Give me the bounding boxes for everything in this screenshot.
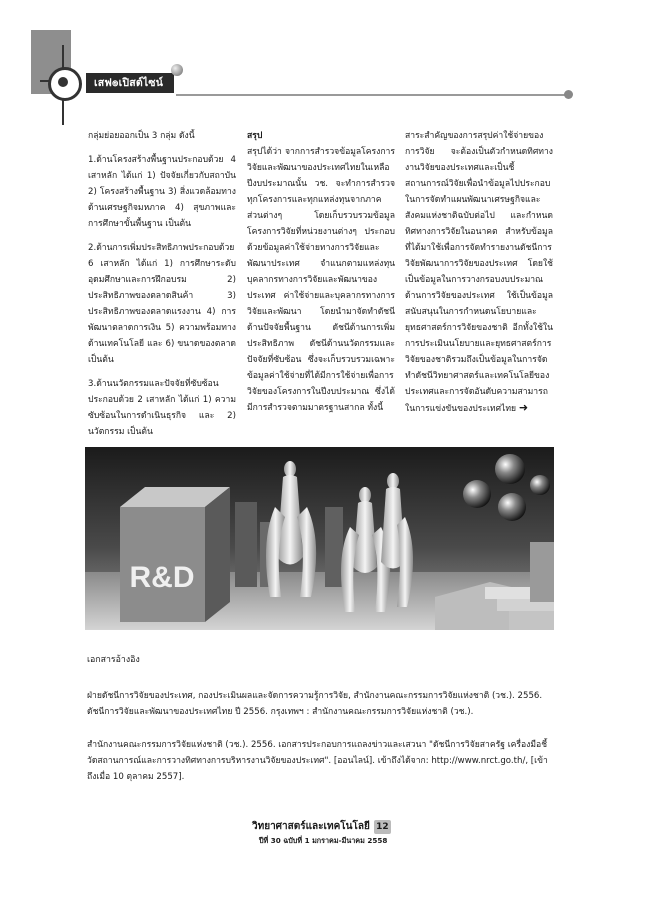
rnd-illustration — [85, 447, 554, 630]
text-column-1 — [88, 128, 236, 448]
paragraph: 2.ด้านการเพิ่มประสิทธิภาพประกอบด้วย 6 เสาหลัก ได้แก่ 1) การศึกษาระดับอุดมศึกษาและการฝึกอบรม 2) ประสิทธิภาพของตลาดสินค้า 3) ประสิทธิภาพของตลาดแรงงาน 4) การพัฒนาตลาดการเงิน 5) ความพร้อมทางด้านเทคโนโลยี และ 6) ขนาดของตลาด เป็นต้น — [88, 243, 236, 365]
text-column-2 — [247, 128, 395, 424]
text-column-3 — [405, 128, 553, 425]
header-rule — [176, 94, 566, 96]
paragraph-text: สาระสำคัญของการสรุปค่าใช้จ่ายของการวิจัย จะต้องเป็นตัวกำหนดทิศทางงานวิจัยของประเทศและเป็นชี้สถานการณ์วิจัยเพื่อนำข้อมูลไปประกอบในการจัดทำแผนพัฒนาเศรษฐกิจและสังคมแห่งชาติฉบับต่อไป และกำหนดทิศทางการวิจัยในอนาคต สำหรับข้อมูลที่ได้มาใช้เพื่อการจัดทำรายงานดัชนีการวิจัยพัฒนาการวิจัยของประเทศ โดยใช้เป็นข้อมูลในการวางกรอบงบประมาณด้านการวิจัยของประเทศ ใช้เป็นข้อมูลสนับสนุนในการกำหนดนโยบายและยุทธศาสตร์การวิจัยของชาติ อีกทั้งใช้ในการประเมินนโยบายและยุทธศาสตร์การวิจัยของชาติรวมถึงเป็นข้อมูลในการจัดทำดัชนีวิทยาศาสตร์และเทคโนโลยีของประเทศและการจัดอันดับความสามารถในการแข่งขันของประเทศไทย — [405, 131, 553, 414]
section-title: เสฟ๏เปิสต์ไซน์ — [94, 77, 164, 89]
header-rule-dot — [564, 90, 573, 99]
section-heading: สรุป — [247, 131, 263, 141]
paragraph: สรุปได้ว่า จากการสำรวจข้อมูลโครงการวิจัยและพัฒนาของประเทศไทยในเหลือปีงบประมาณนั้น วช. จะทำการสำรวจทุกโครงการและทุกแหล่งทุนจากภาคส่วนต่างๆ โดยเก็บรวบรวมข้อมูลโครงการวิจัยที่หน่วยงานต่างๆ ประกอบด้วยข้อมูลค่าใช้จ่ายทางการวิจัยและพัฒนาประเทศ จำแนกตามแหล่งทุนบุคลากรทางการวิจัยและพัฒนาของประเทศ ค่าใช้จ่ายและบุคลากรทางการวิจัยและพัฒนา โดยนำมาจัดทำดัชนีด้านปัจจัยพื้นฐาน ดัชนีด้านการเพิ่มประสิทธิภาพ ดัชนีด้านนวัตกรรมและปัจจัยที่ซับซ้อน ซึ่งจะเก็บรวบรวมเฉพาะข้อมูลค่าใช้จ่ายที่ได้มีการใช้จ่ายเพื่อการวิจัยของโครงการในปีงบประมาณ ซึ่งได้มีการสำรวจตามมาตรฐานสากล ทั้งนี้ — [247, 147, 395, 413]
reference-item: ฝ่ายดัชนีการวิจัยของประเทศ, กองประเมินผลและจัดการความรู้การวิจัย, สำนักงานคณะกรรมการวิจัยแห่งชาติ (วช.). 2556. ดัชนีการวิจัยและพัฒนาของประเทศไทย ปี 2556. กรุงเทพฯ : สำนักงานคณะกรรมการวิจัยแห่งชาติ (วช.). — [87, 691, 543, 717]
issue-info: ปีที่ 30 ฉบับที่ 1 มกราคม-มีนาคม 2558 — [259, 836, 388, 845]
paragraph — [405, 128, 553, 417]
paragraph: 3.ด้านนวัตกรรมและปัจจัยที่ซับซ้อน ประกอบด้วย 2 เสาหลัก ได้แก่ 1) ความซับซ้อนในการดำเนินธุรกิจ และ 2) นวัตกรรม เป็นต้น — [88, 379, 236, 437]
reference-item: สำนักงานคณะกรรมการวิจัยแห่งชาติ (วช.). 2556. เอกสารประกอบการแถลงข่าวและเสวนา "ดัชนีการวิจัยสาครัฐ เครื่องมือชี้วัดสถานการณ์และการวางทิศทางการบริหารงานวิจัยของประเทศ". [ออนไลน์]. เข้าถึงได้จาก: http://www.nrct.go.th/, [เข้าถึงเมื่อ 10 ตุลาคม 2557]. — [87, 740, 548, 782]
journal-name: วิทยาศาสตร์และเทคโนโลยี — [252, 821, 370, 832]
continue-arrow-icon: ➜ — [518, 401, 529, 414]
page-number: 12 — [374, 820, 391, 834]
header-sphere-icon — [171, 64, 183, 76]
paragraph: 1.ด้านโครงสร้างพื้นฐานประกอบด้วย 4 เสาหลัก ได้แก่ 1) ปัจจัยเกี่ยวกับสถาบัน 2) โครงสร้างพื้นฐาน 3) สิ่งแวดล้อมทางด้านเศรษฐกิจมหภาค 4) สุขภาพและการศึกษาขั้นพื้นฐาน เป็นต้น — [88, 155, 236, 229]
references-heading: เอกสารอ้างอิง — [87, 655, 140, 665]
journal-footer — [252, 819, 391, 834]
cube-label: R&D — [129, 561, 195, 594]
paragraph: กลุ่มย่อยออกเป็น 3 กลุ่ม ดังนี้ — [88, 131, 195, 141]
target-dot-icon — [58, 77, 68, 87]
